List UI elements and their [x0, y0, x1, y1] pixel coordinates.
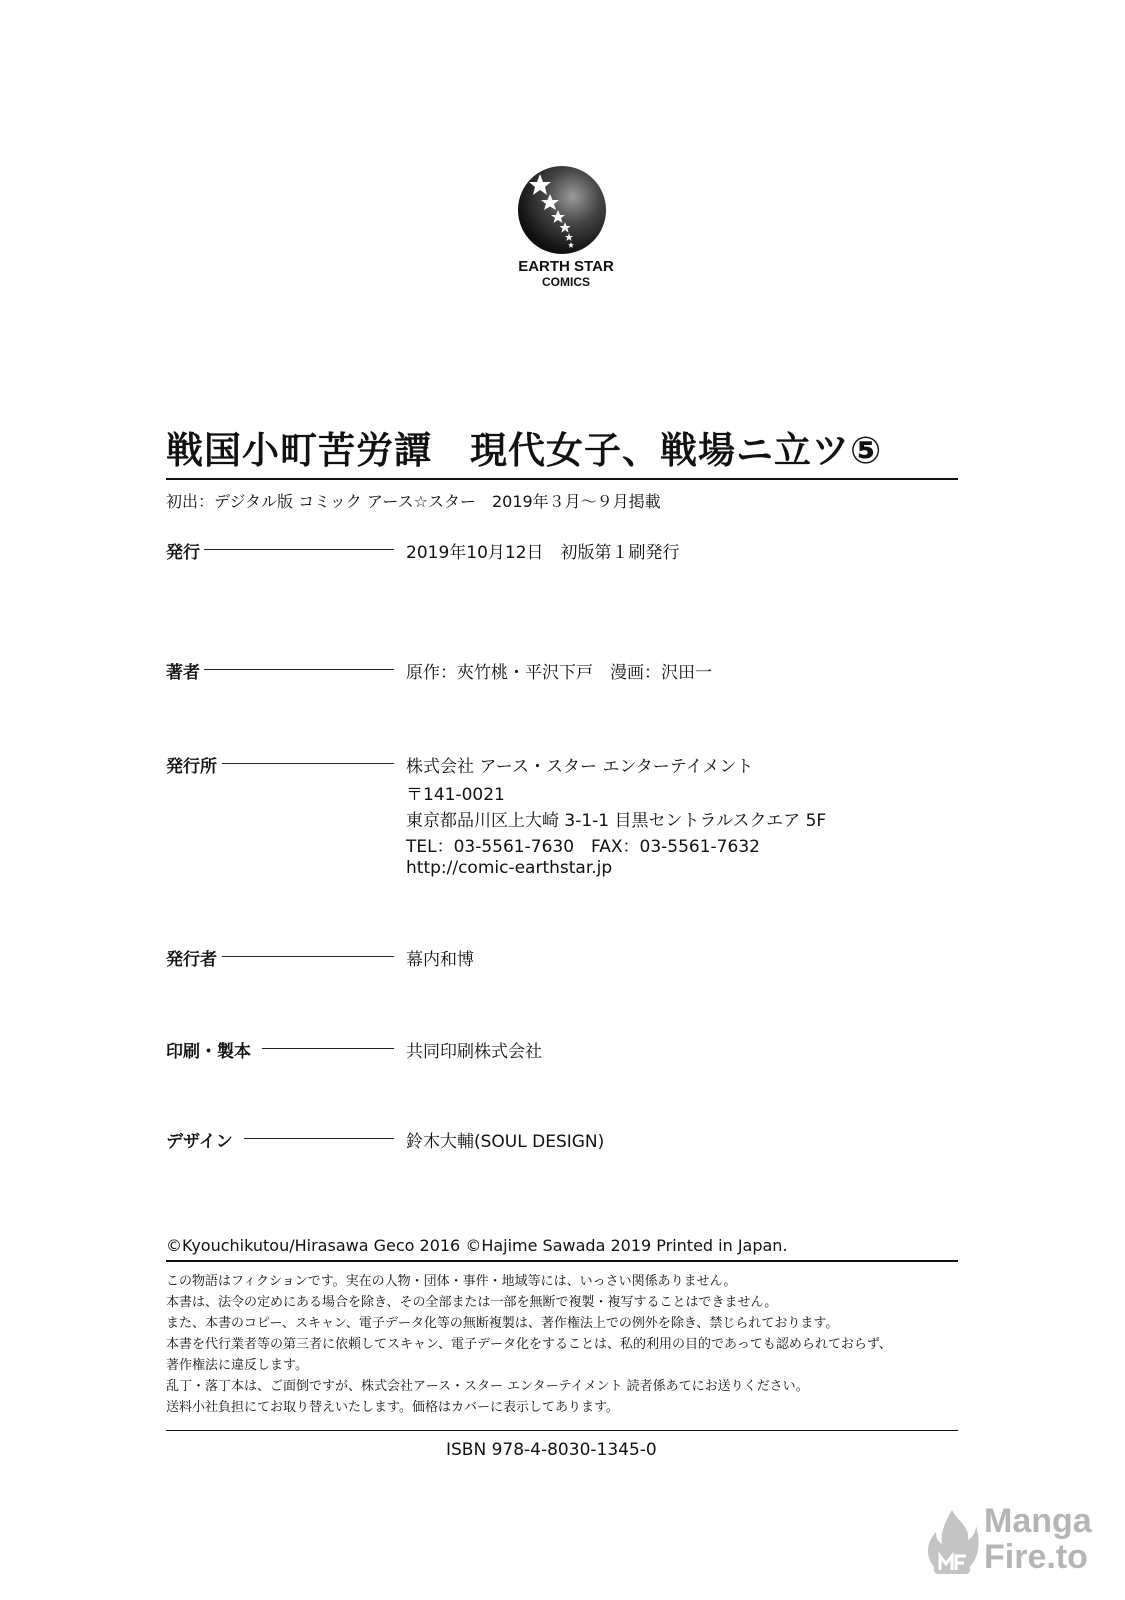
first-publication-note: 初出：デジタル版 コミック アース☆スター 2019年３月～９月掲載: [166, 492, 661, 511]
postal-code: 〒141-0021: [406, 785, 505, 805]
design-label: デザイン: [166, 1132, 233, 1152]
logo-line-2: COMICS: [542, 275, 590, 289]
issue-value: 2019年10月12日 初版第１刷発行: [406, 543, 680, 563]
publisher-office-label: 発行所: [166, 757, 217, 777]
tel-fax: TEL：03-5561-7630 FAX：03-5561-7632: [406, 837, 760, 857]
publisher-person-leader-line: [222, 956, 394, 957]
earth-star-comics-logo: [510, 158, 622, 298]
design-leader-line: [244, 1138, 394, 1139]
issue-label: 発行: [166, 543, 200, 563]
watermark-line-1: Manga: [984, 1502, 1092, 1540]
publisher-office-leader-line: [222, 763, 394, 764]
author-label: 著者: [166, 663, 200, 683]
copyright-line: ©Kyouchikutou/Hirasawa Geco 2016 ©Hajime Sawada 2019 Printed in Japan.: [166, 1236, 788, 1255]
address: 東京都品川区上大崎 3-1-1 目黒セントラルスクエア 5F: [406, 811, 827, 831]
notice-line: また、本書のコピー、スキャン、電子データ化等の無断複製は、著作権法上での例外を除き、禁じられております。: [166, 1316, 839, 1331]
printing-label: 印刷・製本: [166, 1042, 251, 1062]
notice-line: 送料小社負担にてお取り替えいたします。価格はカバーに表示してあります。: [166, 1400, 619, 1415]
publisher-office-value: 株式会社 アース・スター エンターテイメント: [406, 757, 754, 777]
author-leader-line: [204, 669, 394, 670]
design-value: 鈴木大輔(SOUL DESIGN): [406, 1132, 605, 1152]
notice-line: 本書を代行業者等の第三者に依頼してスキャン、電子データ化をすることは、私的利用の目的であっても認められておらず、: [166, 1337, 892, 1352]
notice-line: 本書は、法令の定めにある場合を除き、その全部または一部を無断で複製・複写することはできません。: [166, 1295, 778, 1310]
printing-value: 共同印刷株式会社: [406, 1042, 542, 1062]
isbn: ISBN 978-4-8030-1345-0: [446, 1440, 657, 1460]
publisher-person-value: 幕内和博: [406, 950, 474, 970]
book-title: 戦国小町苦労譚 現代女子、戦場ニ立ツ⑤: [166, 429, 883, 472]
notice-line: 著作権法に違反します。: [166, 1358, 308, 1373]
copyright-divider: [166, 1260, 958, 1262]
stars-icon: [510, 158, 622, 268]
publisher-person-label: 発行者: [166, 950, 217, 970]
logo-line-1: EARTH STAR: [518, 258, 614, 275]
mangafire-watermark: [924, 1500, 1114, 1590]
notice-line: 乱丁・落丁本は、ご面倒ですが、株式会社アース・スター エンターテイメント 読者係あてにお送りください。: [166, 1379, 809, 1394]
mangafire-flame-icon: [924, 1508, 980, 1578]
website-url: http://comic-earthstar.jp: [406, 858, 613, 878]
notice-line: この物語はフィクションです。実在の人物・団体・事件・地域等には、いっさい関係ありません。: [166, 1274, 737, 1289]
issue-leader-line: [204, 549, 394, 550]
printing-leader-line: [262, 1048, 394, 1049]
isbn-divider: [166, 1430, 958, 1431]
title-divider: [166, 478, 958, 480]
author-value: 原作：夾竹桃・平沢下戸 漫画：沢田一: [406, 663, 712, 683]
watermark-line-2: Fire.to: [984, 1538, 1088, 1576]
